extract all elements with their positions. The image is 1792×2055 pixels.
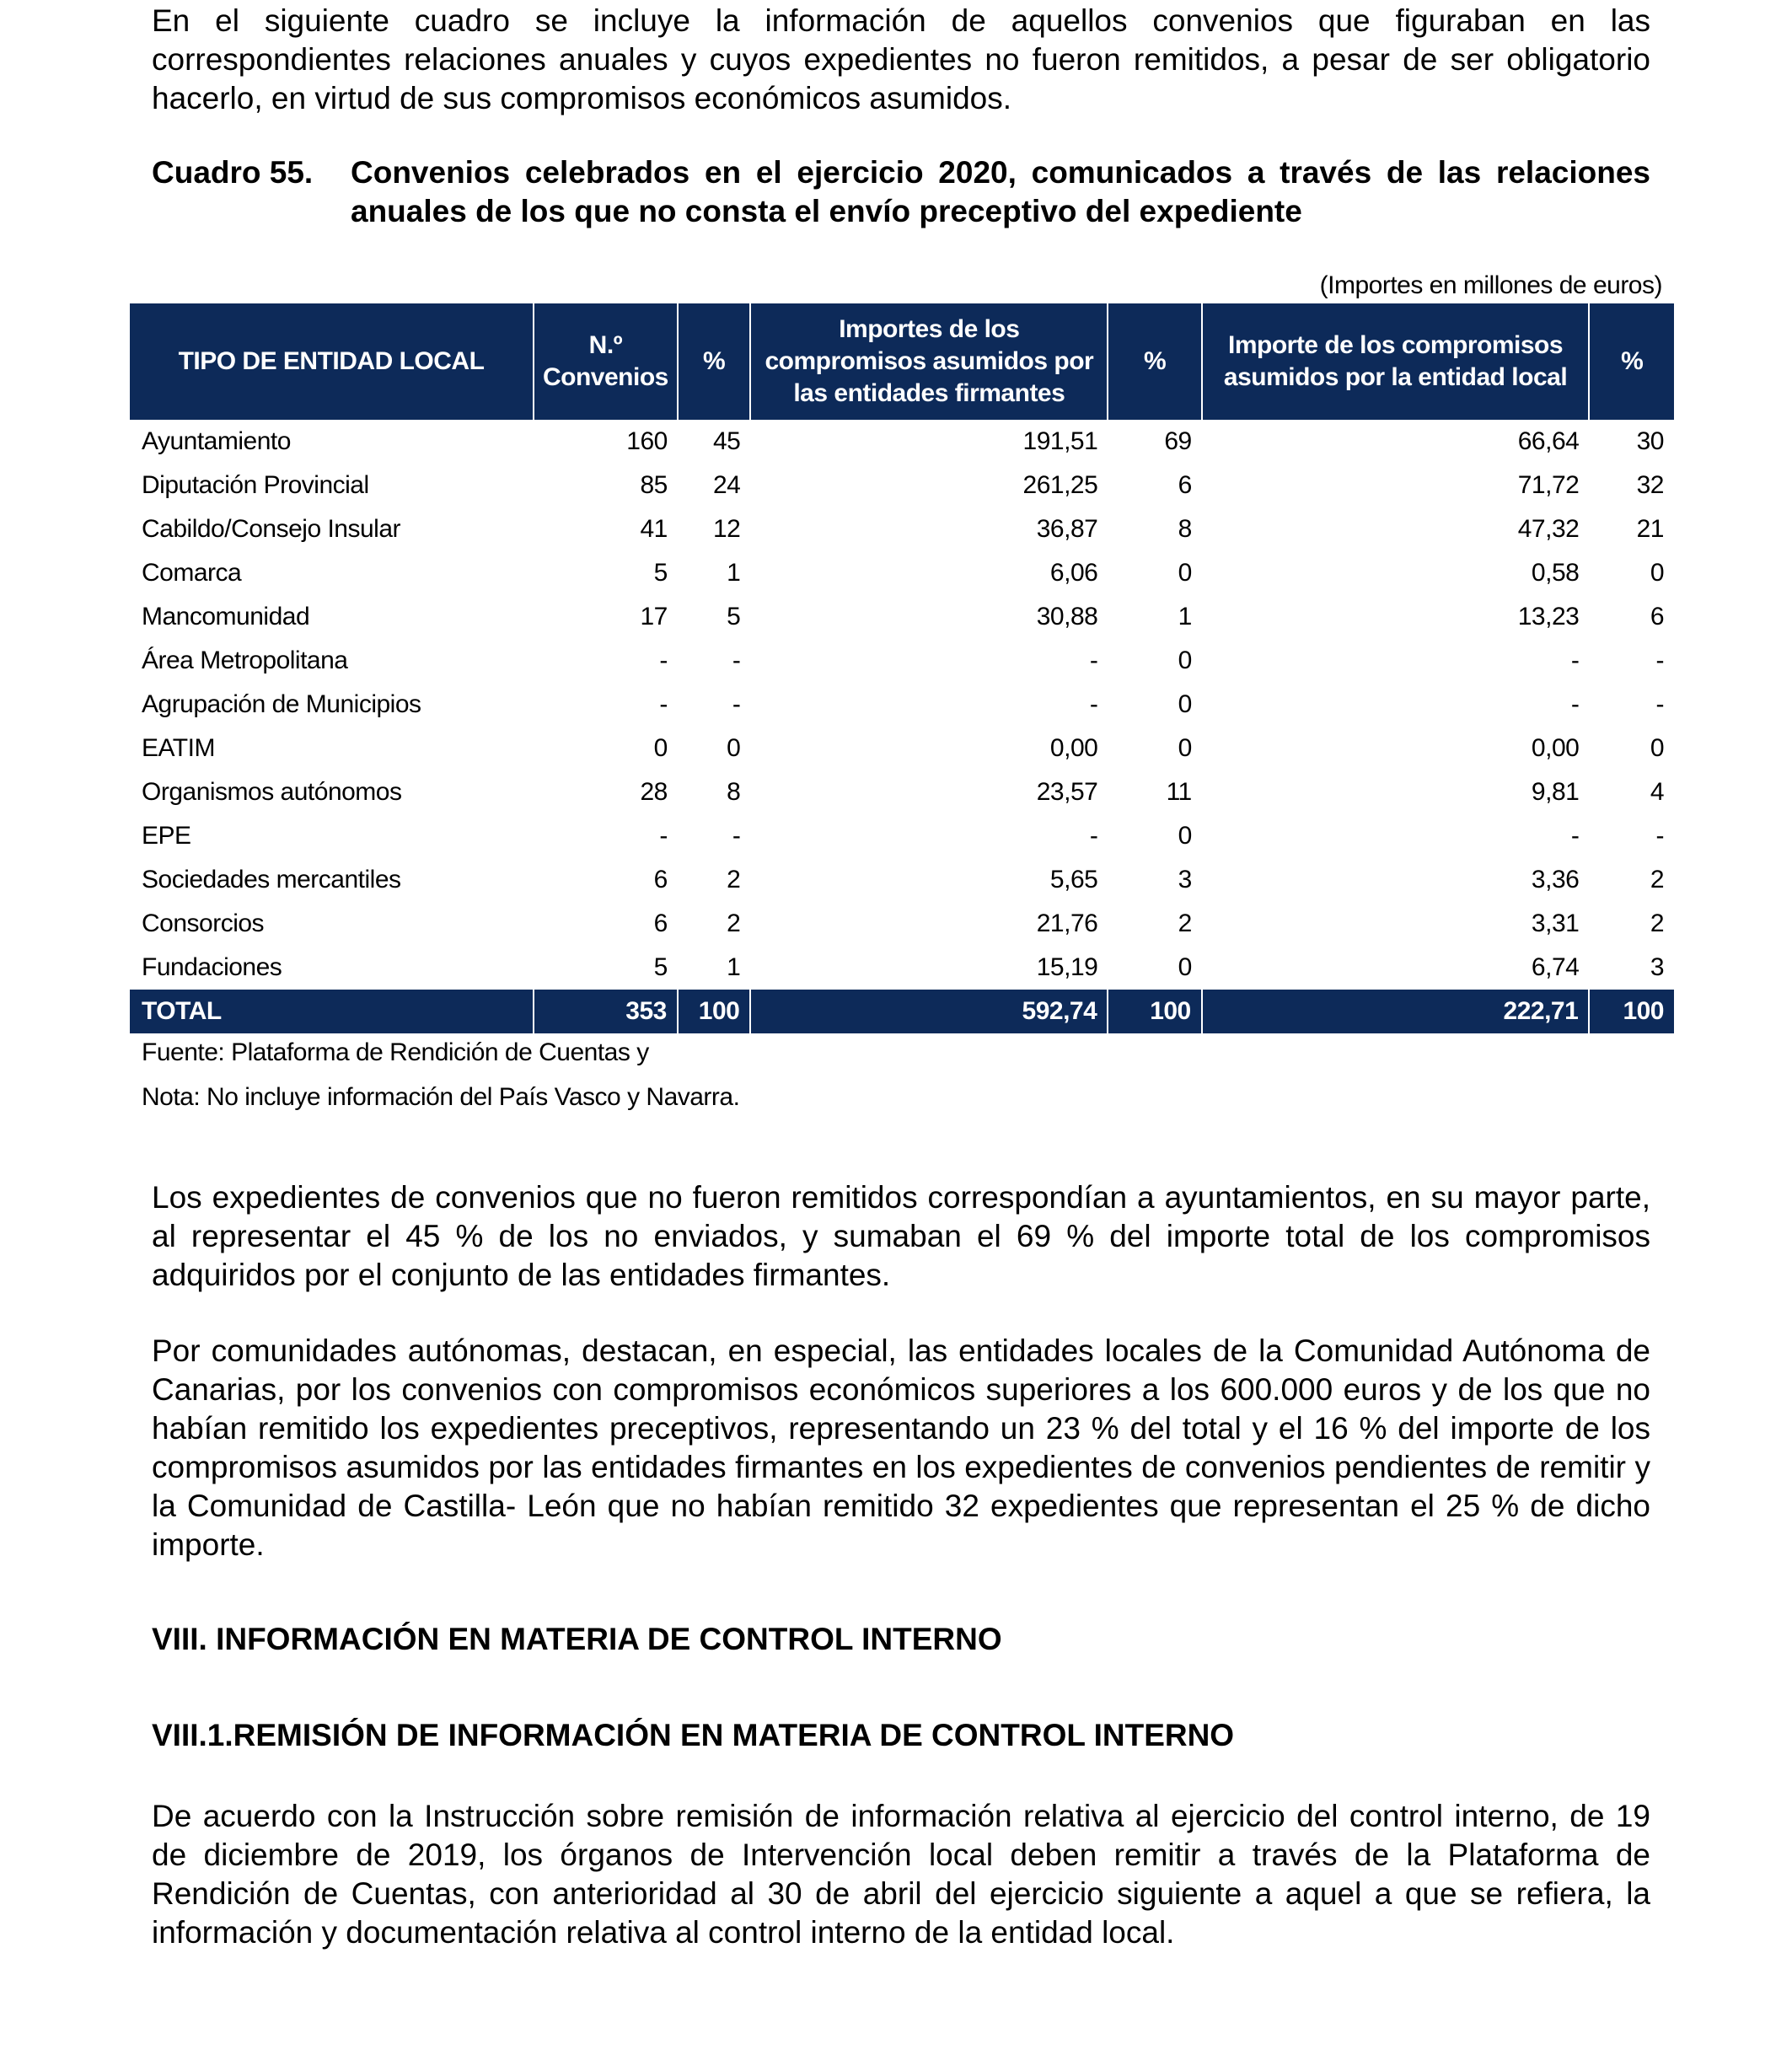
source-note: Fuente: Plataforma de Rendición de Cuentas y xyxy=(142,1038,649,1066)
total-signers-pct: 100 xyxy=(1108,990,1201,1033)
table-row xyxy=(130,727,1674,770)
total-count: 353 xyxy=(534,990,678,1033)
header-entity-type: TIPO DE ENTIDAD LOCAL xyxy=(130,303,534,420)
cell-local-pct: 2 xyxy=(1650,909,1664,937)
header-local-amount: Importe de los compromisos asumidos por la entidad local xyxy=(1202,303,1590,420)
cell-signers-pct: 1 xyxy=(1178,603,1192,630)
cell-signers-pct: 69 xyxy=(1164,427,1192,455)
cell-entity-name: EATIM xyxy=(142,734,215,762)
cell-signers-amount: - xyxy=(1089,822,1098,850)
cell-signers-amount: 0,00 xyxy=(1049,734,1098,762)
cell-count-pct: 1 xyxy=(727,953,741,981)
table-row xyxy=(130,595,1674,639)
table-total-row xyxy=(130,990,1674,1033)
cell-count-pct: - xyxy=(732,822,741,850)
cell-signers-pct: 0 xyxy=(1178,559,1192,587)
cell-local-pct: 6 xyxy=(1650,603,1664,630)
cell-local-pct: 21 xyxy=(1636,515,1664,543)
cell-count-pct: 5 xyxy=(727,603,741,630)
total-local-amount: 222,71 xyxy=(1202,990,1590,1033)
cell-count: - xyxy=(659,822,668,850)
total-count-pct: 100 xyxy=(678,990,751,1033)
table-row xyxy=(130,464,1674,507)
cell-entity-name: Sociedades mercantiles xyxy=(142,866,401,893)
cell-count: - xyxy=(659,690,668,718)
cell-signers-pct: 0 xyxy=(1178,647,1192,674)
total-signers-amount: 592,74 xyxy=(750,990,1108,1033)
cell-signers-amount: 5,65 xyxy=(1049,866,1098,893)
cell-local-amount: - xyxy=(1570,690,1580,718)
cell-local-amount: 47,32 xyxy=(1517,515,1580,543)
total-local-pct: 100 xyxy=(1589,990,1674,1033)
cell-count-pct: 1 xyxy=(727,559,741,587)
caption-text: Convenios celebrados en el ejercicio 2020, comunicados a través de las relaciones anuales de los que no consta el envío preceptivo del expediente xyxy=(351,155,1650,228)
cell-count: 85 xyxy=(640,471,668,499)
footnote: Nota: No incluye información del País Vasco y Navarra. xyxy=(142,1083,740,1111)
cell-count-pct: 45 xyxy=(712,427,741,455)
cell-local-pct: - xyxy=(1655,822,1664,850)
table-row xyxy=(130,902,1674,946)
subsection-heading: VIII.1.REMISIÓN DE INFORMACIÓN EN MATERIA DE CONTROL INTERNO xyxy=(152,1718,1235,1752)
cell-signers-pct: 11 xyxy=(1166,778,1192,806)
cell-local-amount: 3,31 xyxy=(1531,909,1580,937)
cell-count: 6 xyxy=(653,866,668,893)
table-row xyxy=(130,770,1674,814)
cell-count: 160 xyxy=(626,427,668,455)
cell-local-pct: 0 xyxy=(1650,559,1664,587)
cell-signers-amount: - xyxy=(1089,647,1098,674)
cell-count: 0 xyxy=(653,734,668,762)
cell-count: 5 xyxy=(653,953,668,981)
cell-signers-amount: 30,88 xyxy=(1036,603,1098,630)
cell-entity-name: Área Metropolitana xyxy=(142,647,348,674)
cell-signers-pct: 6 xyxy=(1178,471,1192,499)
cell-count-pct: - xyxy=(732,690,741,718)
cell-signers-pct: 0 xyxy=(1178,953,1192,981)
table-row xyxy=(130,507,1674,551)
cell-signers-pct: 0 xyxy=(1178,734,1192,762)
cell-signers-amount: - xyxy=(1089,690,1098,718)
cell-signers-pct: 0 xyxy=(1178,822,1192,850)
cell-entity-name: Agrupación de Municipios xyxy=(142,690,421,718)
cell-local-amount: 0,00 xyxy=(1531,734,1580,762)
cell-signers-amount: 21,76 xyxy=(1036,909,1098,937)
cell-count-pct: 2 xyxy=(727,866,741,893)
cell-entity-name: Organismos autónomos xyxy=(142,778,402,806)
caption-label: Cuadro 55. xyxy=(152,155,314,190)
cell-local-pct: - xyxy=(1655,647,1664,674)
cell-local-pct: 32 xyxy=(1636,471,1664,499)
cell-local-amount: 3,36 xyxy=(1531,866,1580,893)
cell-signers-pct: 2 xyxy=(1178,909,1192,937)
table-row xyxy=(130,639,1674,683)
cell-local-amount: 9,81 xyxy=(1531,778,1580,806)
cell-count-pct: 0 xyxy=(727,734,741,762)
paragraph-comunidades: Por comunidades autónomas, destacan, en especial, las entidades locales de la Comunidad Autónoma de Canarias, por los convenios con compromisos económicos superiores a los 600.000 euros y de los que no habían remitido los expedientes preceptivos, representando un 23 % del total y el 16 % del importe de los compromisos asumidos por las entidades firmantes en los expedientes de convenios pendientes de remitir y la Comunidad de Castilla- León que no habían remitido 32 expedientes que representan el 25 % de dicho importe. xyxy=(152,1333,1650,1562)
cell-signers-amount: 23,57 xyxy=(1036,778,1098,806)
cell-local-pct: 2 xyxy=(1650,866,1664,893)
cell-signers-amount: 191,51 xyxy=(1022,427,1098,455)
total-entity-name: TOTAL xyxy=(130,990,534,1033)
cell-count: 28 xyxy=(640,778,668,806)
cell-count: 5 xyxy=(653,559,668,587)
cell-local-pct: 30 xyxy=(1636,427,1664,455)
cell-local-amount: 13,23 xyxy=(1517,603,1580,630)
cell-entity-name: Cabildo/Consejo Insular xyxy=(142,515,401,543)
cell-entity-name: Diputación Provincial xyxy=(142,471,369,499)
cell-entity-name: EPE xyxy=(142,822,191,850)
cell-signers-amount: 6,06 xyxy=(1049,559,1098,587)
cell-count-pct: 8 xyxy=(727,778,741,806)
header-count: N.º Convenios xyxy=(534,303,678,420)
cell-signers-pct: 0 xyxy=(1178,690,1192,718)
cell-count: 41 xyxy=(640,515,668,543)
header-signers-pct: % xyxy=(1108,303,1201,420)
cell-local-pct: 0 xyxy=(1650,734,1664,762)
cell-count-pct: 12 xyxy=(712,515,741,543)
cell-local-amount: 71,72 xyxy=(1517,471,1580,499)
table-row xyxy=(130,683,1674,727)
cell-local-amount: 6,74 xyxy=(1531,953,1580,981)
cell-signers-amount: 261,25 xyxy=(1022,471,1098,499)
cell-local-amount: 66,64 xyxy=(1517,427,1580,455)
table-row xyxy=(130,946,1674,990)
table-row xyxy=(130,858,1674,902)
cell-entity-name: Consorcios xyxy=(142,909,265,937)
section-heading: VIII. INFORMACIÓN EN MATERIA DE CONTROL INTERNO xyxy=(152,1622,1002,1656)
cell-entity-name: Fundaciones xyxy=(142,953,282,981)
cell-count: 6 xyxy=(653,909,668,937)
paragraph-control-interno: De acuerdo con la Instrucción sobre remisión de información relativa al ejercicio del control interno, de 19 de diciembre de 2019, los órganos de Intervención local deben remitir a través de la Plataforma de Rendición de Cuentas, con anterioridad al 30 de abril del ejercicio siguiente a aquel a que se refiera, la información y documentación relativa al control interno de la entidad local. xyxy=(152,1799,1650,1950)
header-count-pct: % xyxy=(678,303,751,420)
cell-entity-name: Ayuntamiento xyxy=(142,427,291,455)
cell-local-amount: - xyxy=(1570,647,1580,674)
table-header-row xyxy=(130,303,1674,420)
cell-count: - xyxy=(659,647,668,674)
cell-count: 17 xyxy=(640,603,668,630)
cell-local-pct: - xyxy=(1655,690,1664,718)
cell-count-pct: 2 xyxy=(727,909,741,937)
cell-entity-name: Mancomunidad xyxy=(142,603,310,630)
cell-entity-name: Comarca xyxy=(142,559,242,587)
table-row xyxy=(130,420,1674,464)
cell-local-pct: 3 xyxy=(1650,953,1664,981)
cell-count-pct: - xyxy=(732,647,741,674)
cell-signers-pct: 3 xyxy=(1178,866,1192,893)
intro-paragraph: En el siguiente cuadro se incluye la información de aquellos convenios que figuraban en las correspondientes relaciones anuales y cuyos expedientes no fueron remitidos, a pesar de ser obligatorio hacerlo, en virtud de sus compromisos económicos asumidos. xyxy=(152,3,1650,115)
cell-local-amount: 0,58 xyxy=(1531,559,1580,587)
table-row xyxy=(130,814,1674,858)
table-caption xyxy=(152,153,1650,231)
conventions-table xyxy=(130,303,1674,1033)
cell-signers-pct: 8 xyxy=(1178,515,1192,543)
cell-signers-amount: 36,87 xyxy=(1036,515,1098,543)
table-row xyxy=(130,551,1674,595)
cell-local-amount: - xyxy=(1570,822,1580,850)
cell-signers-amount: 15,19 xyxy=(1036,953,1098,981)
units-note: (Importes en millones de euros) xyxy=(1319,271,1662,299)
cell-local-pct: 4 xyxy=(1650,778,1664,806)
cell-count-pct: 24 xyxy=(712,471,741,499)
header-local-pct: % xyxy=(1589,303,1674,420)
header-signers-amount: Importes de los compromisos asumidos por las entidades firmantes xyxy=(750,303,1108,420)
paragraph-ayuntamientos: Los expedientes de convenios que no fueron remitidos correspondían a ayuntamientos, en su mayor parte, al representar el 45 % de los no enviados, y sumaban el 69 % del importe total de los compromisos adquiridos por el conjunto de las entidades firmantes. xyxy=(152,1180,1650,1292)
